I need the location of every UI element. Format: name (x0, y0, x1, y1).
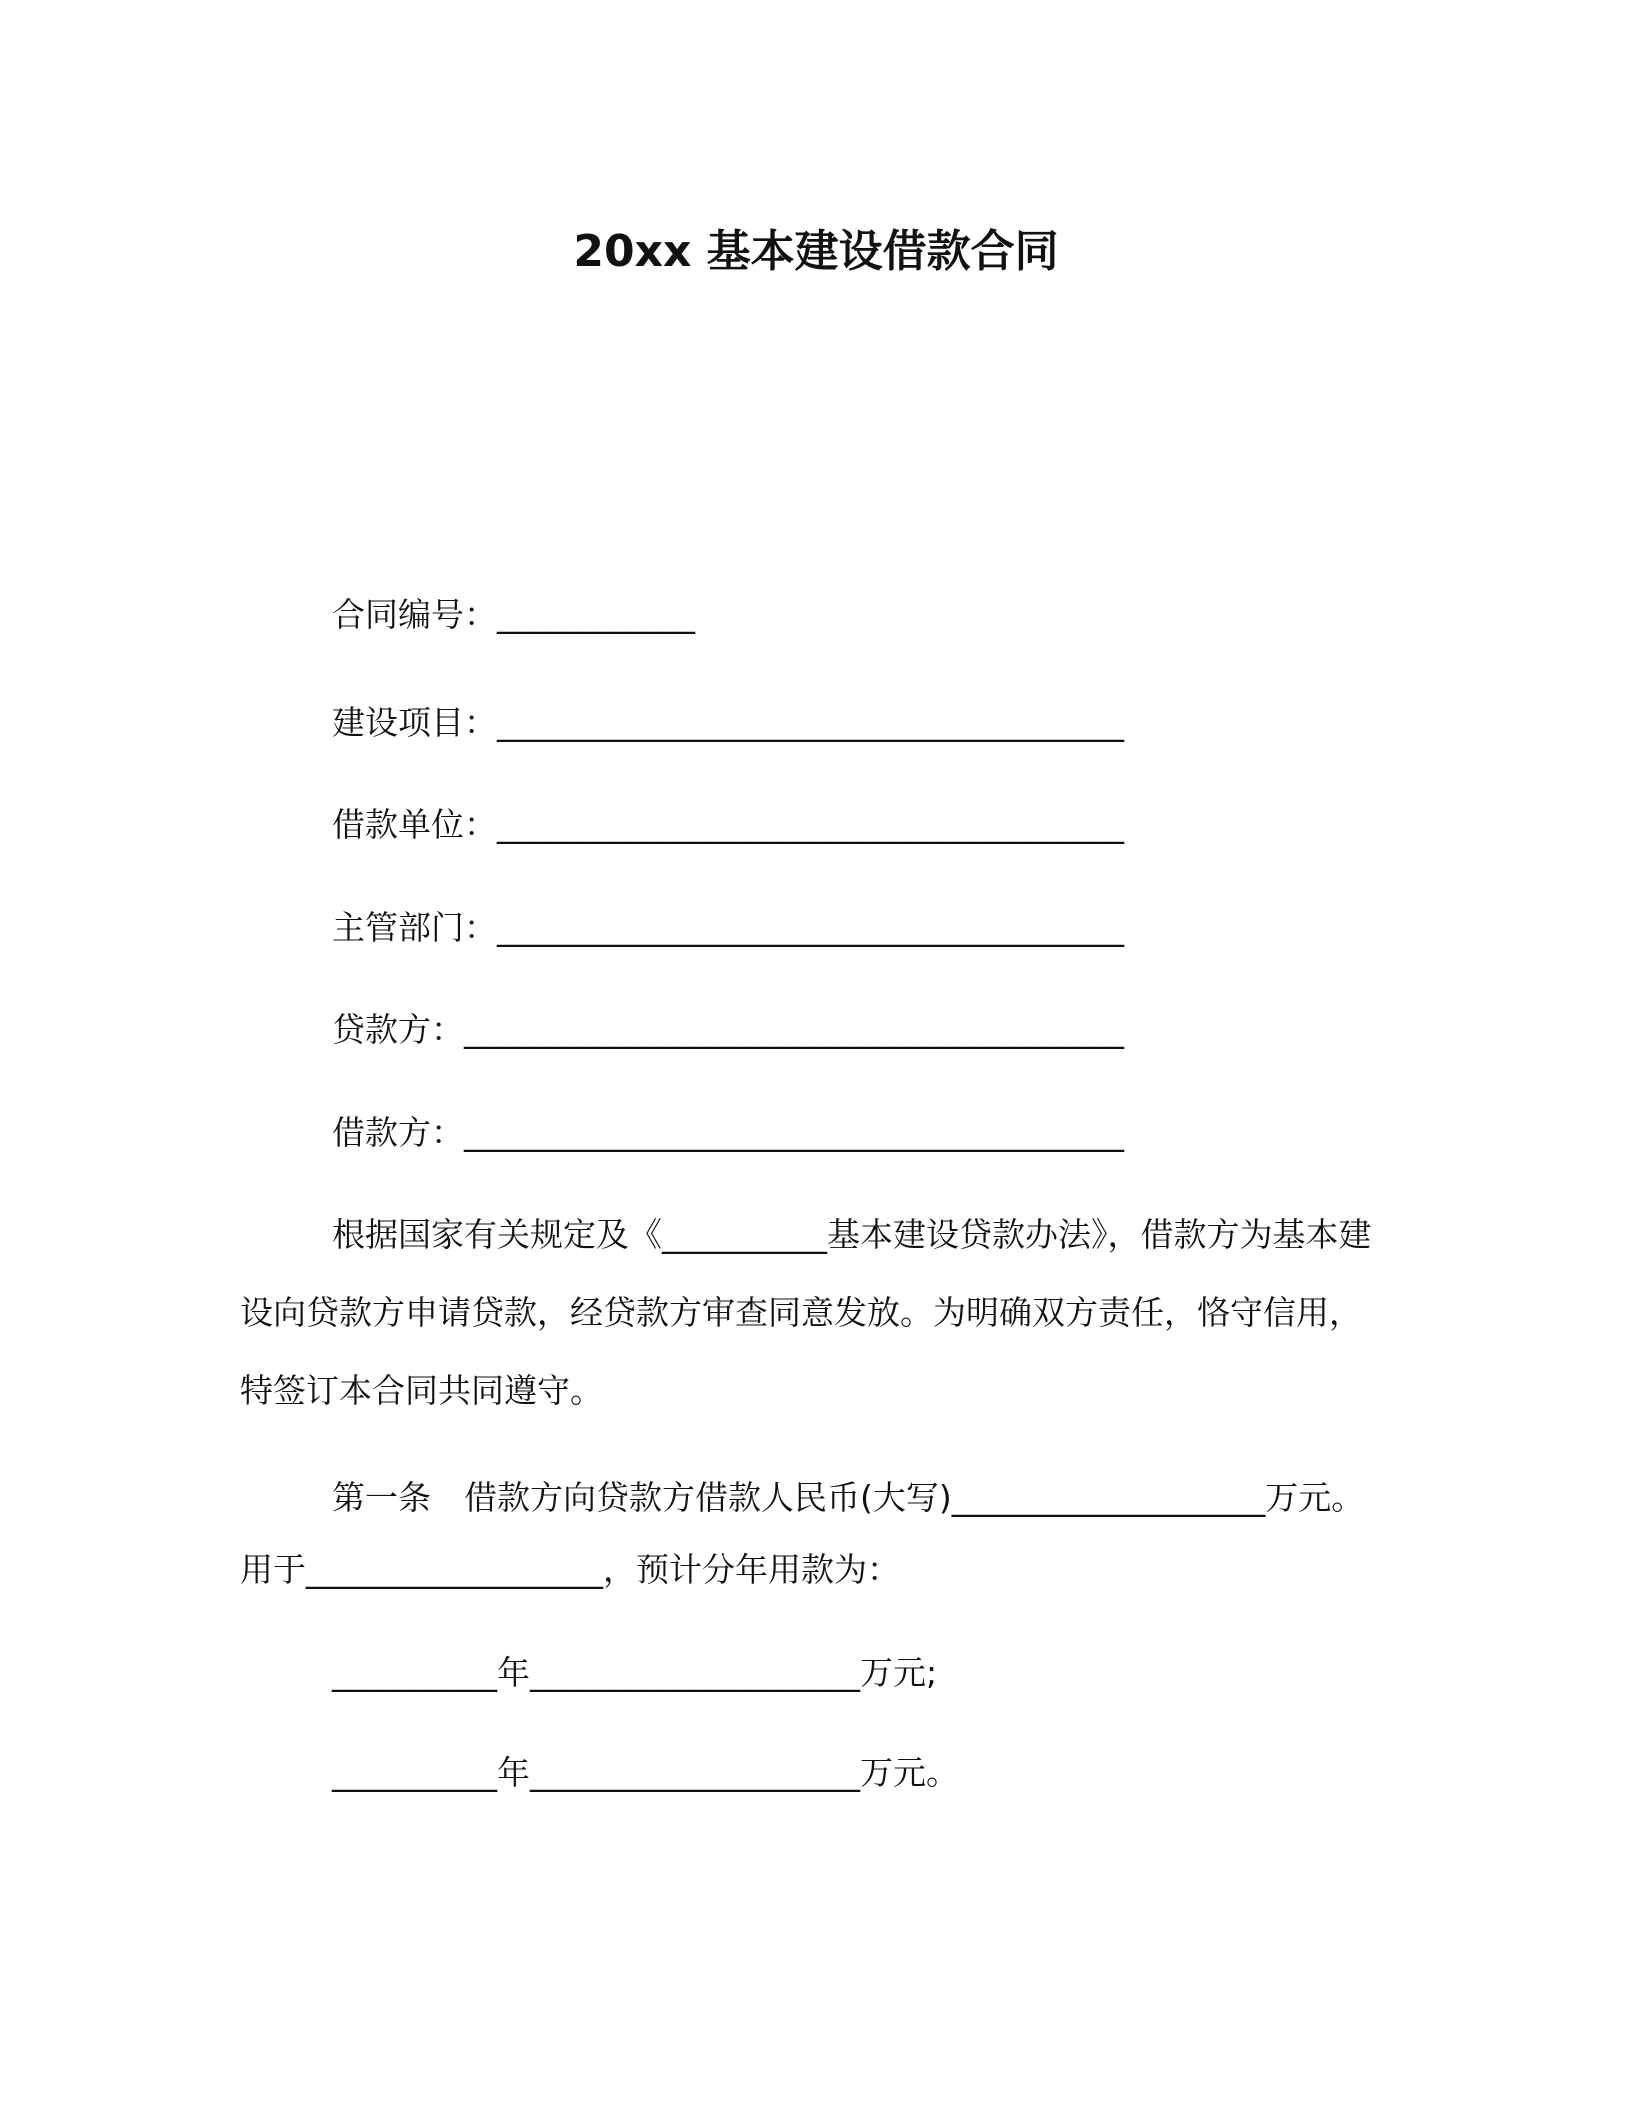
document-title: 20xx 基本建设借款合同 (573, 226, 1059, 277)
supervising-department-field: 主管部门：______________________________________ (332, 908, 1124, 947)
construction-project-field: 建设项目：______________________________________ (332, 703, 1124, 742)
borrower-field: 借款方：________________________________________ (332, 1113, 1124, 1152)
intro-paragraph: 根据国家有关规定及《__________基本建设贷款办法》，借款方为基本建设向贷款方申请贷款，经贷款方审查同意发放。为明确双方责任，恪守信用，特签订本合同共同遵守。 (240, 1215, 1372, 1410)
lender-field: 贷款方：________________________________________ (332, 1010, 1124, 1049)
clause-one: 第一条 借款方向贷款方借款人民币(大写)___________________万元。用于__________________，预计分年用款为： (240, 1478, 1365, 1589)
year-allocation-line: __________年____________________万元。 (332, 1753, 959, 1792)
borrowing-unit-field: 借款单位：______________________________________ (332, 805, 1124, 844)
contract-number-field: 合同编号：____________ (332, 595, 695, 634)
year-allocation-line: __________年____________________万元; (332, 1653, 938, 1692)
